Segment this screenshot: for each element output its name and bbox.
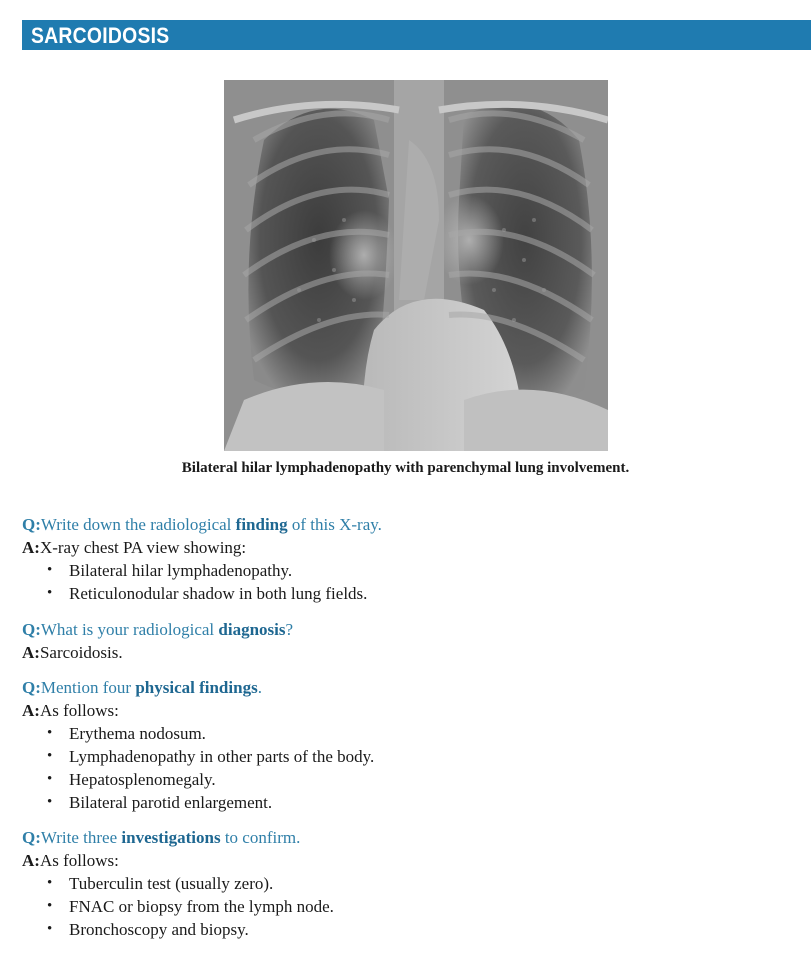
question-text: What is your radiological [40,620,219,639]
question-keyword: physical findings [135,678,258,697]
question-text: Write three [40,828,122,847]
list-item: • Bronchoscopy and biopsy. [22,918,802,941]
question-label: Q: [22,515,41,534]
question-text-end: . [257,678,262,697]
answer-label: A: [22,851,40,870]
question [22,676,802,699]
list-item: • Tuberculin test (usually zero). [22,872,802,895]
list-item: • Hepatosplenomegaly. [22,768,802,791]
question-keyword: diagnosis [218,620,286,639]
answer [22,641,802,664]
answer-text: X-ray chest PA view showing: [39,538,247,557]
answer [22,849,802,872]
question-label: Q: [22,620,41,639]
question-keyword: investigations [121,828,221,847]
list-item: • Lymphadenopathy in other parts of the body. [22,745,802,768]
answer-label: A: [22,643,40,662]
qa-block-investigations [22,826,802,941]
answer-label: A: [22,538,40,557]
chest-xray-image [224,80,608,451]
question-text: Mention four [40,678,136,697]
question [22,826,802,849]
qa-block-physical-findings [22,676,802,814]
question [22,618,802,641]
figure-caption: Bilateral hilar lymphadenopathy with parenchymal lung involvement. [181,460,630,476]
question-keyword: finding [235,515,288,534]
section-header-bar [22,20,811,50]
answer [22,699,802,722]
question-text-end: ? [285,620,294,639]
answer-text: As follows: [39,851,119,870]
question-text-end: to confirm. [220,828,301,847]
question-label: Q: [22,678,41,697]
answer-list [22,722,802,814]
answer-text: As follows: [39,701,119,720]
section-title: SARCOIDOSIS [31,23,170,48]
answer-label: A: [22,701,40,720]
question-text-end: of this X-ray. [287,515,382,534]
qa-block-finding [22,513,802,605]
list-item: • FNAC or biopsy from the lymph node. [22,895,802,918]
question-label: Q: [22,828,41,847]
list-item: • Reticulonodular shadow in both lung fields. [22,582,802,605]
list-item: • Bilateral hilar lymphadenopathy. [22,559,802,582]
question-text: Write down the radiological [40,515,236,534]
question [22,513,802,536]
answer-text: Sarcoidosis. [39,643,123,662]
list-item: • Erythema nodosum. [22,722,802,745]
list-item: • Bilateral parotid enlargement. [22,791,802,814]
qa-block-diagnosis [22,618,802,664]
answer-list [22,559,802,605]
answer-list [22,872,802,941]
answer [22,536,802,559]
